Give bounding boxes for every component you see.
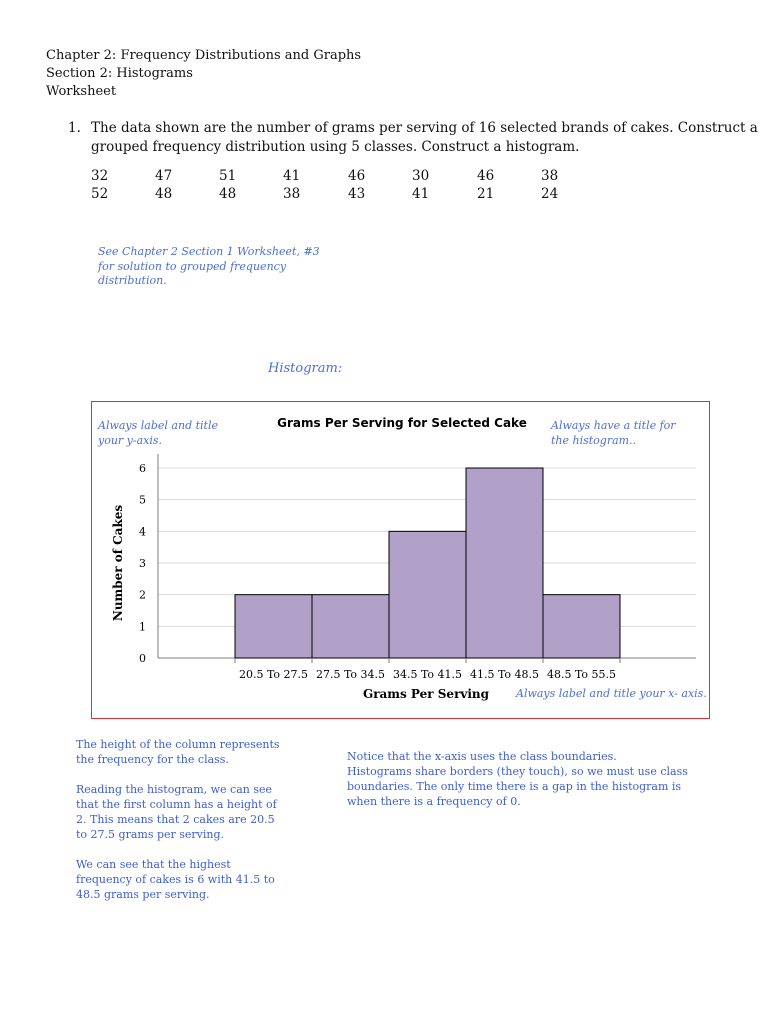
data-value: 41 (283, 168, 301, 184)
histogram-bar (389, 531, 466, 658)
note-line: frequency of cakes is 6 with 41.5 to (76, 873, 275, 886)
y-tick-label: 0 (139, 652, 146, 665)
chapter-title: Chapter 2: Frequency Distributions and Graphs (46, 48, 362, 63)
note-line: boundaries. The only time there is a gap in the histogram is (347, 780, 682, 793)
data-value: 38 (283, 186, 301, 202)
section-title: Section 2: Histograms (46, 66, 193, 81)
solution-note (98, 245, 320, 289)
data-value: 46 (348, 168, 366, 184)
note-paragraph (76, 737, 280, 767)
title-tip-line: Always have a title for (551, 419, 676, 432)
note-line: We can see that the highest (76, 858, 231, 871)
y-tick-label: 6 (139, 462, 146, 475)
y-label-tip-line: Always label and title (98, 419, 219, 432)
question-number: 1. (68, 120, 81, 136)
data-value: 51 (219, 168, 237, 184)
title-tip-line: the histogram.. (551, 433, 637, 447)
data-value: 43 (348, 186, 366, 202)
data-value: 32 (91, 168, 109, 184)
y-label-tip-line: your y-axis. (98, 433, 163, 447)
data-value: 46 (477, 168, 495, 184)
note-line: the frequency for the class. (76, 753, 229, 766)
note-line: The height of the column represents (76, 738, 280, 751)
chart-title: Grams Per Serving for Selected Cake (277, 416, 527, 430)
x-tick-label: 48.5 To 55.5 (546, 668, 617, 681)
note-paragraph (76, 782, 280, 842)
solution-note-line: distribution. (98, 274, 167, 287)
histogram-bar (543, 595, 620, 658)
histogram-heading: Histogram: (268, 361, 343, 376)
y-tick-label: 4 (139, 525, 146, 539)
x-tick-label: 20.5 To 27.5 (238, 668, 309, 681)
solution-note-line: See Chapter 2 Section 1 Worksheet, #3 (98, 245, 320, 258)
data-value: 24 (541, 186, 559, 202)
note-line: Histograms share borders (they touch), so we must use class (347, 765, 688, 778)
note-line: 2. This means that 2 cakes are 20.5 (76, 813, 275, 826)
x-tick-label: 27.5 To 34.5 (315, 668, 386, 681)
question-text-line2: grouped frequency distribution using 5 classes. Construct a histogram. (91, 139, 580, 155)
histogram-chart (92, 402, 708, 717)
x-axis-title: Grams Per Serving (362, 687, 490, 701)
note-line: to 27.5 grams per serving. (76, 828, 225, 841)
note-line: 48.5 grams per serving. (76, 888, 210, 901)
note-line: that the first column has a height of (76, 798, 277, 811)
note-line: Notice that the x-axis uses the class boundaries. (347, 750, 617, 763)
y-tick-label: 1 (139, 620, 146, 634)
x-label-tip: Always label and title your x- axis. (516, 687, 707, 700)
worksheet-label: Worksheet (46, 84, 117, 99)
y-axis-title: Number of Cakes (111, 504, 125, 622)
x-tick-label: 41.5 To 48.5 (469, 668, 540, 681)
data-value: 48 (155, 186, 173, 202)
note-line: Reading the histogram, we can see (76, 783, 273, 796)
data-value: 21 (477, 186, 495, 202)
x-tick-label: 34.5 To 41.5 (392, 668, 463, 681)
right-note (347, 749, 688, 809)
data-value: 48 (219, 186, 237, 202)
data-value: 47 (155, 168, 173, 184)
histogram-bar (235, 595, 312, 658)
data-value: 52 (91, 186, 109, 202)
histogram-frame (91, 401, 710, 719)
histogram-bar (312, 595, 389, 658)
data-value: 41 (412, 186, 430, 202)
data-value: 38 (541, 168, 559, 184)
data-value: 30 (412, 168, 430, 184)
note-paragraph (76, 857, 280, 902)
y-tick-label: 2 (139, 588, 146, 602)
histogram-bar (466, 468, 543, 658)
question-text-line1: The data shown are the number of grams per serving of 16 selected brands of cakes. Construct a (91, 120, 758, 136)
note-line: when there is a frequency of 0. (347, 795, 521, 808)
y-tick-label: 3 (139, 557, 146, 570)
y-tick-label: 5 (139, 493, 146, 507)
solution-note-line: for solution to grouped frequency (98, 259, 287, 273)
left-notes (76, 737, 280, 917)
